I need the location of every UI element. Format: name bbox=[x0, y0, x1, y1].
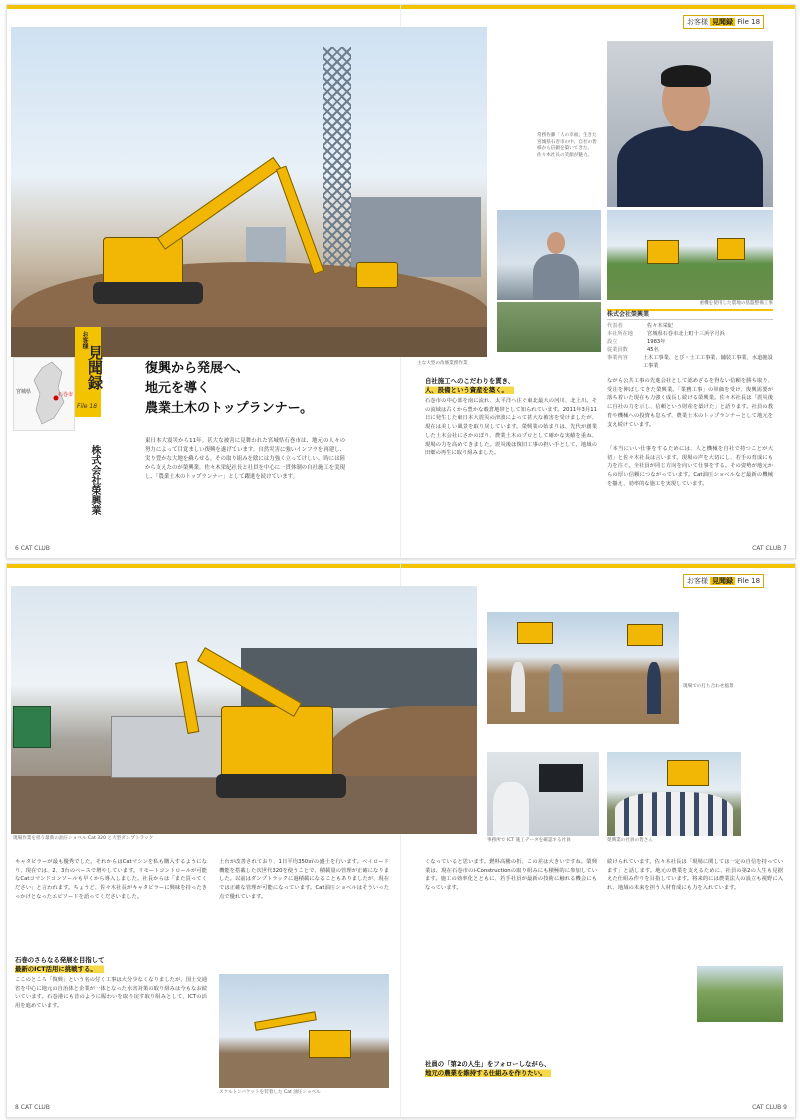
section-heading-c bbox=[425, 1060, 551, 1077]
excavator-truck-photo bbox=[11, 586, 477, 834]
section-heading-1-line1: 自社施工へのこだわりを貫き、 bbox=[425, 377, 515, 385]
profile-key: 従業員数 bbox=[607, 347, 628, 353]
series-tag-name: 見聞録 bbox=[712, 18, 733, 26]
article-column-a: キャタピラーが最も優秀でした。それからはCatマシンを私も購入するようになり、現在では、2、3台のペースで増やしています。リモートコントロールが可能なCatコマンドコンソールも早くから導入しました。社長からは「また買ってください」と言われます。ちょうど、佐々木社長がキャタピラーに興味を持ったきっかけとなったエピソードを語ってくださいました。 bbox=[15, 859, 207, 900]
suit bbox=[617, 126, 763, 207]
headline-line-1: 復興から発展へ、 bbox=[145, 361, 250, 376]
site-meeting-photo bbox=[487, 612, 679, 724]
monitor bbox=[539, 764, 583, 792]
article-column-b: 土台が改善されており、1日平均350㎥の盛土を行います。ベイロード機能を搭載した次世代320を使うことで、積載量の管理が正確になりました。以前はダンプトラックに過積載になることもありましたが、現在では正確な管理が可能になっています。Cat油圧ショベルはそういった点で優れています。 bbox=[219, 859, 389, 900]
page-number-left bbox=[15, 1104, 50, 1111]
footer-magazine: CAT CLUB bbox=[752, 1104, 782, 1111]
page-number-right bbox=[752, 545, 787, 552]
article-column-1: 石巻市の中心部を南に流れ、太平洋へ注ぐ東北最大の河川、北上川。その流域は古くから豊かな穀倉地帯として知られています。2011年3月11日に発生した東日本大震災の津波によって甚大な被害を受けましたが、現在は美しい風景を取り戻しています。榮興業の始まりは、先代が創業した土木会社にさかのぼり、農業土木のプロとして確かな実績を重ね、現場の力を高めてきました。震災後は復旧工事の担い手として、地域の田畑の再生に取り組みました。 bbox=[425, 398, 597, 457]
section-heading-1 bbox=[425, 377, 514, 394]
section-heading-1-line2: 人、設備という資産を築く。 bbox=[425, 385, 508, 394]
portrait-caption: 常務佐藤「人の幸福」生きた宮城県石巻市の中、自社の皆様から信頼を築いてきた。佐々木社長の笑顔が魅力。 bbox=[537, 133, 597, 158]
person-2 bbox=[549, 664, 563, 712]
excavator-track bbox=[93, 282, 203, 304]
map-city-label: 石巻市 bbox=[58, 392, 74, 398]
field-machine-2 bbox=[717, 238, 745, 260]
section-heading-c-line1: 社員の「第2の人生」をフォローしながら、 bbox=[425, 1060, 551, 1068]
series-tag-prefix: お客様 bbox=[687, 18, 708, 26]
profile-key: 代表者 bbox=[607, 323, 623, 329]
profile-value: 1983年 bbox=[647, 339, 666, 345]
small-excavator bbox=[309, 1030, 351, 1058]
article-column-c: くなっていると思います。燃料高騰の折、この差は大きいですね。榮興業は、現在石巻市のi-Constructionの取り組みにも積極的に参加しています。施工の効率化とともに、若手社員が最新の技術に触れる機会にもなっています。 bbox=[425, 859, 597, 892]
profile-key: 事業内容 bbox=[607, 355, 628, 361]
team-photo bbox=[607, 752, 741, 836]
profile-title: 株式会社榮興業 bbox=[607, 311, 773, 320]
office-caption: 事務所で ICT 施工データを確認する社員 bbox=[487, 838, 571, 843]
article-column-2: ながら公共工事の先進会社として認めざるを得ない信頼を勝ち取り、受注を伸ばしてきた榮興業。「業務工事」の単価を受け、復興需要が落ち着いた現在も力強く成長し続ける榮興業。佐々木社長は「震災後に自社の力を示し、信頼という財産を築けた」と語ります。社員の教育や機械への投資も怠らず、農業土木のトップランナーとして地元を支え続けています。 bbox=[607, 378, 773, 428]
profile-row bbox=[607, 354, 773, 370]
page-number-left bbox=[15, 545, 50, 552]
office-ict-photo bbox=[487, 752, 599, 836]
section-heading-a bbox=[15, 956, 104, 973]
meeting-excavator-1 bbox=[517, 622, 553, 644]
series-tag-file: File 18 bbox=[737, 577, 761, 585]
bottom-spread bbox=[6, 563, 796, 1118]
dump-truck bbox=[111, 716, 233, 778]
hair bbox=[661, 65, 711, 87]
profile-value: 宮城県石巻市北上町十三浜字月浜 bbox=[647, 331, 725, 337]
machines-field-photo bbox=[607, 210, 773, 300]
page-number: 9 bbox=[783, 1104, 787, 1111]
skeleton-bucket-photo bbox=[219, 974, 389, 1088]
worker-photo-lower bbox=[497, 302, 601, 352]
page-number-right bbox=[752, 1104, 787, 1111]
profile-value: 佐々木栄紀 bbox=[647, 323, 673, 329]
series-tag bbox=[683, 574, 764, 588]
main-photo-caption: 主な大型の改修業務作業 bbox=[417, 361, 468, 366]
green-truck bbox=[13, 706, 51, 748]
profile-row bbox=[607, 330, 773, 338]
series-tag-file: File 18 bbox=[737, 18, 761, 26]
section-heading-a-line2: 最新のICT活用に挑戦する。 bbox=[15, 964, 97, 973]
skeleton-bucket-caption: スケルトンバケットを装着した Cat 油圧ショベル bbox=[219, 1090, 321, 1095]
series-small-label: お客様 bbox=[81, 331, 88, 349]
profile-row bbox=[607, 338, 773, 346]
person-3 bbox=[647, 662, 661, 714]
footer-magazine: CAT CLUB bbox=[20, 1104, 50, 1111]
meeting-caption: 現場での打ち合わせ風景 bbox=[683, 684, 734, 689]
accent-bar bbox=[7, 5, 795, 9]
steel-tower bbox=[323, 47, 351, 277]
worker-face bbox=[547, 232, 565, 254]
team-caption: 榮興業の社員の皆さん bbox=[607, 838, 653, 843]
worker-body bbox=[533, 254, 579, 300]
section-heading-c-line2: 地元の農業を維持する仕組みを作りたい。 bbox=[425, 1068, 547, 1077]
top-spread bbox=[6, 4, 796, 559]
excavator-track bbox=[216, 774, 346, 798]
article-column-d: 続けられています。佐々木社長は「現場に関しては一定の自信を持っています」と話します。地元の農業を支えるために、社員の第2の人生も見据えた仕組み作りを目指しています。将来的には農業法人の設立も視野に入れ、地域の未来を担う人材育成にも力を入れています。 bbox=[607, 859, 783, 892]
excavator-plant-photo bbox=[11, 27, 487, 357]
field-machine-1 bbox=[647, 240, 679, 264]
headline-line-3: 農業土木のトップランナー。 bbox=[145, 401, 314, 416]
office-worker bbox=[493, 782, 529, 836]
location-map bbox=[13, 357, 75, 431]
profile-key: 設立 bbox=[607, 339, 618, 345]
map-pref-label: 宮城県 bbox=[16, 389, 32, 395]
page-number: 6 bbox=[15, 545, 19, 552]
profile-key: 本社所在地 bbox=[607, 331, 633, 337]
team-members bbox=[615, 792, 733, 836]
president-portrait bbox=[607, 41, 773, 207]
excavator-small bbox=[356, 262, 398, 288]
footer-magazine: CAT CLUB bbox=[20, 545, 50, 552]
profile-value: 45名 bbox=[647, 347, 659, 353]
footer-magazine: CAT CLUB bbox=[752, 545, 782, 552]
meeting-excavator-2 bbox=[627, 624, 663, 646]
series-file-label: File 18 bbox=[77, 403, 98, 410]
lead-text: 東日本大震災から11年。甚大な被害に見舞われた宮城県石巻市は、地元の人々の努力によって目覚ましい復興を遂げています。自然災害に強いインフラを再建し、実り豊かな大地を蘇らせる。その取り組みを陰には力強く立ってけしい、時には陸から支えたのが榮興業。佐々木栄紀社長と社員を中心に一貫体制の自社施工を実現し、「農業土木のトップランナー」として躍進を続けています。 bbox=[145, 438, 345, 480]
page-number: 7 bbox=[783, 545, 787, 552]
section-heading-a-line1: 石巻のさらなる発展を目指して bbox=[15, 956, 105, 964]
company-vertical-name: 株式会社榮興業 bbox=[89, 445, 100, 515]
profile-value: 土木工事業、とび・土工工事業、舗装工事業、水道施設工事業 bbox=[642, 355, 773, 369]
small-excavator-boom bbox=[254, 1011, 317, 1031]
worker-photo bbox=[497, 210, 601, 300]
article-column-a2: ここのところ「復興」という名の付く工事は大分少なくなりましたが、国土交通省を中心に地元の自治体と企業が一体となった水害対策の取り組みは今もなお続いています。石巻港にも昔のように賑わいを取り戻す取り組みとして、ICTの活用を進めています。 bbox=[15, 977, 207, 1010]
team-excavator bbox=[667, 760, 709, 786]
series-tag bbox=[683, 15, 764, 29]
headline-line-2: 地元を導く bbox=[145, 381, 211, 396]
person-1 bbox=[511, 662, 525, 712]
profile-row bbox=[607, 346, 773, 354]
main-photo-caption: 現場作業を担う最新の油圧ショベル Cat 320 と大型ダンプトラック bbox=[13, 836, 154, 841]
profile-row bbox=[607, 322, 773, 330]
article-column-3: 「本当にいい仕事をするためには、人と機械を自社で持つことが大切」と佐々木社長は言います。現場の声を大切にし、若手の育成にも力を注ぐ。全社員が同じ方向を向いて仕事をする。その姿勢が地元からの厚い信頼につながっています。Cat油圧ショベルなど最新の機械を揃え、効率的な施工を実現しています。 bbox=[607, 446, 773, 487]
excavator-body bbox=[221, 706, 333, 778]
headline bbox=[145, 359, 313, 419]
series-tag-name: 見聞録 bbox=[712, 577, 733, 585]
page-number: 8 bbox=[15, 1104, 19, 1111]
series-tag-prefix: お客様 bbox=[687, 577, 708, 585]
series-big-label: 見聞録 bbox=[86, 345, 104, 390]
company-profile bbox=[607, 309, 773, 370]
field-crop-photo bbox=[697, 966, 783, 1022]
accent-bar bbox=[7, 564, 795, 568]
machine-caption: 重機を使用した農地の基盤整備工事 bbox=[699, 301, 773, 306]
